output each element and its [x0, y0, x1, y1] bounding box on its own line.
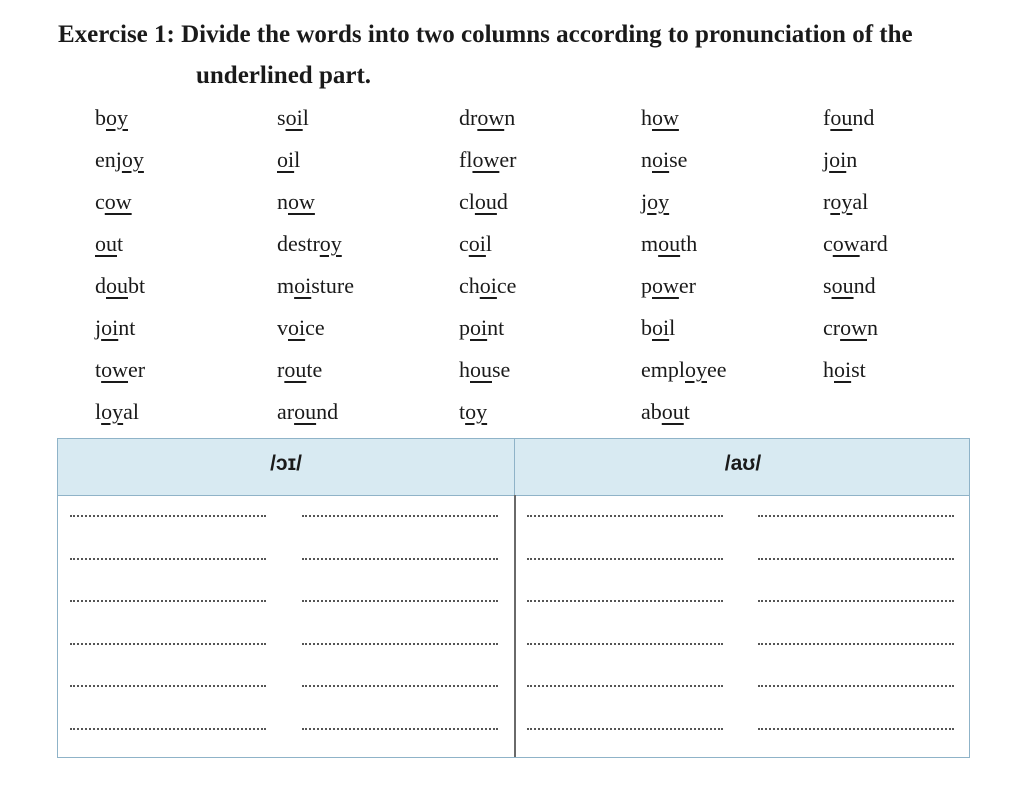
word: hoist — [823, 357, 866, 382]
underlined-part: ou — [95, 231, 117, 256]
word: join — [823, 147, 858, 172]
underlined-part: ow — [104, 189, 132, 214]
word: crown — [823, 315, 878, 340]
underlined-part: ou — [831, 273, 854, 298]
answer-blank[interactable] — [70, 600, 266, 602]
answer-blank[interactable] — [758, 643, 954, 645]
word: now — [277, 189, 315, 214]
answer-blank[interactable] — [302, 558, 498, 560]
answer-blank[interactable] — [70, 728, 266, 730]
underlined-part: ou — [284, 357, 307, 382]
word: around — [277, 399, 339, 424]
word: out — [95, 231, 124, 256]
underlined-part: oy — [647, 189, 670, 214]
answer-blank[interactable] — [758, 558, 954, 560]
answer-blank[interactable] — [527, 643, 723, 645]
underlined-part: ou — [470, 357, 492, 382]
answer-blank[interactable] — [527, 728, 723, 730]
answer-blank[interactable] — [70, 558, 266, 560]
word: coward — [823, 231, 888, 256]
word: soil — [277, 105, 309, 130]
answer-blank[interactable] — [758, 685, 954, 687]
underlined-part: oy — [319, 231, 342, 256]
header-oi: /ɔɪ/ — [270, 452, 302, 475]
underlined-part: ou — [474, 189, 497, 214]
word: about — [641, 399, 690, 424]
word: route — [277, 357, 323, 382]
word: point — [459, 315, 505, 340]
word: sound — [823, 273, 876, 298]
answer-blank[interactable] — [302, 643, 498, 645]
underlined-part: ou — [661, 399, 684, 424]
word: choice — [459, 273, 517, 298]
word: drown — [459, 105, 516, 130]
underlined-part: oy — [465, 399, 488, 424]
word: loyal — [95, 399, 140, 424]
underlined-part: ou — [294, 399, 317, 424]
word: enjoy — [95, 147, 144, 172]
underlined-part: oi — [829, 147, 847, 172]
word: house — [459, 357, 511, 382]
answer-blank[interactable] — [302, 728, 498, 730]
answer-table — [57, 438, 970, 758]
title-line-1: Exercise 1: Divide the words into two columns according to pronunciation of the — [58, 21, 913, 48]
underlined-part: oi — [294, 273, 312, 298]
title-line-2: underlined part. — [196, 62, 372, 89]
underlined-part: oy — [101, 399, 124, 424]
underlined-part: ow — [288, 189, 315, 214]
underlined-part: ow — [840, 315, 867, 340]
answer-blank[interactable] — [758, 515, 954, 517]
answer-blank[interactable] — [758, 600, 954, 602]
header-divider — [514, 439, 515, 495]
word: tower — [95, 357, 146, 382]
answer-blank[interactable] — [302, 685, 498, 687]
underlined-part: oy — [106, 105, 128, 130]
underlined-part: oi — [288, 315, 306, 340]
underlined-part: oi — [652, 315, 670, 340]
exercise-title — [58, 18, 978, 93]
underlined-part: ow — [477, 105, 505, 130]
column-divider — [514, 495, 516, 757]
word: voice — [277, 315, 325, 340]
underlined-part: oi — [285, 105, 303, 130]
answer-blank[interactable] — [527, 558, 723, 560]
underlined-part: ow — [652, 105, 679, 130]
word: flower — [459, 147, 517, 172]
word: coil — [459, 231, 493, 256]
word: employee — [641, 357, 727, 382]
word: joint — [95, 315, 136, 340]
answer-blank[interactable] — [70, 515, 266, 517]
underlined-part: ou — [658, 231, 681, 256]
underlined-part: ow — [832, 231, 860, 256]
word: found — [823, 105, 875, 130]
word: royal — [823, 189, 869, 214]
underlined-part: ou — [830, 105, 853, 130]
word: how — [641, 105, 679, 130]
word: moisture — [277, 273, 355, 298]
underlined-part: oy — [121, 147, 144, 172]
underlined-part: ow — [472, 147, 500, 172]
underlined-part: oy — [685, 357, 707, 382]
word: boil — [641, 315, 676, 340]
answer-blank[interactable] — [302, 515, 498, 517]
answer-blank[interactable] — [527, 515, 723, 517]
answer-blank[interactable] — [758, 728, 954, 730]
word: oil — [277, 147, 301, 172]
word: power — [641, 273, 696, 298]
word: doubt — [95, 273, 146, 298]
underlined-part: oi — [470, 315, 488, 340]
underlined-part: oi — [834, 357, 852, 382]
word: mouth — [641, 231, 698, 256]
word: cloud — [459, 189, 508, 214]
word: boy — [95, 105, 128, 130]
word: toy — [459, 399, 488, 424]
word: joy — [641, 189, 670, 214]
underlined-part: ow — [101, 357, 129, 382]
header-au: /aʊ/ — [724, 452, 762, 475]
answer-blank[interactable] — [527, 685, 723, 687]
answer-blank[interactable] — [70, 643, 266, 645]
word: destroy — [277, 231, 342, 256]
underlined-part: oi — [479, 273, 497, 298]
underlined-part: oy — [830, 189, 853, 214]
underlined-part: ou — [106, 273, 128, 298]
answer-blank[interactable] — [302, 600, 498, 602]
word: cow — [95, 189, 132, 214]
underlined-part: oi — [652, 147, 670, 172]
underlined-part: oi — [277, 147, 295, 172]
answer-blank[interactable] — [527, 600, 723, 602]
underlined-part: ow — [652, 273, 679, 298]
word: noise — [641, 147, 688, 172]
underlined-part: oi — [468, 231, 486, 256]
underlined-part: oi — [101, 315, 119, 340]
answer-blank[interactable] — [70, 685, 266, 687]
